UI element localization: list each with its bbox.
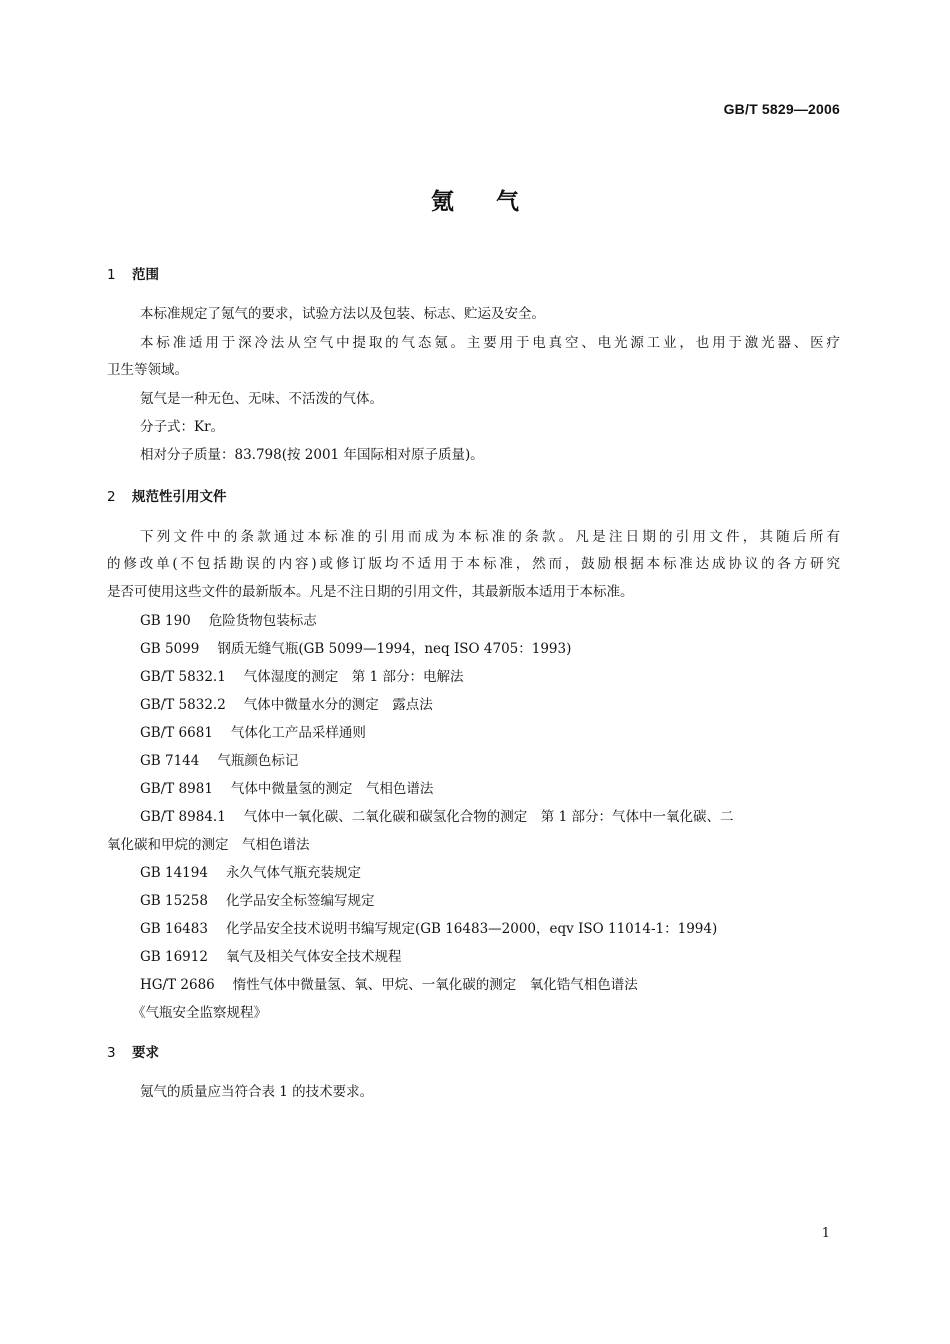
reference-item [140,609,317,629]
scope-paragraph-1: 本标准规定了氪气的要求，试验方法以及包装、标志、贮运及安全。 [140,306,545,322]
reference-title: 气体化工产品采样通则 [230,725,366,741]
title-char-2: 气 [496,189,519,215]
reference-item [140,861,361,881]
reference-item [140,889,374,909]
reference-title: 化学品安全技术说明书编写规定(GB 16483—2000，eqv ISO 11014-1：1994) [225,921,718,937]
reference-title: 惰性气体中微量氢、氧、甲烷、一氧化碳的测定 氧化锆气相色谱法 [232,977,638,993]
reference-item [140,693,433,713]
section-3-heading [107,1041,159,1061]
reference-code: GB 16912 [140,949,208,965]
section-number: 2 [107,489,116,505]
title-char-1: 氪 [431,189,454,215]
normative-intro-line-1: 下列文件中的条款通过本标准的引用而成为本标准的条款。凡是注日期的引用文件，其随后所有 [140,529,840,545]
reference-code: GB/T 5832.2 [140,697,226,713]
reference-code: GB/T 5832.1 [140,669,226,685]
section-title: 要求 [132,1045,159,1061]
reference-title: 气瓶颜色标记 [217,753,299,769]
section-1-heading [107,263,159,283]
section-number: 3 [107,1045,116,1061]
scope-paragraph-2-line-1: 本标准适用于深冷法从空气中提取的气态氪。主要用于电真空、电光源工业，也用于激光器、医疗 [140,335,840,351]
reference-item [140,637,571,657]
reference-item [140,805,733,825]
scope-paragraph-4: 分子式：Kr。 [140,419,225,435]
reference-title: 化学品安全标签编写规定 [225,893,375,909]
reference-item [140,721,366,741]
section-title: 规范性引用文件 [132,489,227,505]
reference-title: 气体湿度的测定 第 1 部分：电解法 [243,669,464,685]
normative-intro-line-2: 的修改单(不包括勘误的内容)或修订版均不适用于本标准，然而，鼓励根据本标准达成协议的各方研究 [107,556,840,572]
reference-item-continuation: 氧化碳和甲烷的测定 气相色谱法 [107,837,310,853]
reference-title: 气体中微量水分的测定 露点法 [243,697,433,713]
reference-code: GB/T 8984.1 [140,809,226,825]
reference-code: GB 7144 [140,753,200,769]
reference-code: GB 5099 [140,641,200,657]
reference-code: GB/T 6681 [140,725,213,741]
reference-title: 气体中微量氢的测定 气相色谱法 [230,781,434,797]
requirements-paragraph: 氪气的质量应当符合表 1 的技术要求。 [140,1084,374,1100]
reference-code: GB/T 8981 [140,781,213,797]
scope-paragraph-5: 相对分子质量：83.798(按 2001 年国际相对原子质量)。 [140,447,484,463]
reference-title: 氧气及相关气体安全技术规程 [225,949,402,965]
standard-number: GB/T 5829—2006 [723,101,840,117]
section-number: 1 [107,267,116,283]
reference-code: GB 14194 [140,865,208,881]
scope-paragraph-2-line-2: 卫生等领域。 [107,362,188,378]
reference-item [140,665,463,685]
document-title [0,183,950,216]
reference-code: HG/T 2686 [140,977,215,993]
reference-item [140,749,298,769]
reference-title: 钢质无缝气瓶(GB 5099—1994，neq ISO 4705：1993) [217,641,572,657]
normative-intro-line-3: 是否可使用这些文件的最新版本。凡是不注日期的引用文件，其最新版本适用于本标准。 [107,584,634,600]
reference-code: GB 15258 [140,893,208,909]
scope-paragraph-3: 氪气是一种无色、无味、不活泼的气体。 [140,391,383,407]
reference-item [140,973,638,993]
reference-title: 气体中一氧化碳、二氧化碳和碳氢化合物的测定 第 1 部分：气体中一氧化碳、二 [243,809,734,825]
reference-item [140,945,401,965]
reference-item [140,917,717,937]
reference-code: GB 16483 [140,921,208,937]
reference-code: GB 190 [140,613,191,629]
reference-title: 永久气体气瓶充装规定 [225,865,361,881]
section-2-heading [107,485,227,505]
reference-title: 危险货物包装标志 [208,613,317,629]
page-number: 1 [821,1226,830,1241]
section-title: 范围 [132,267,159,283]
regulation-reference: 《气瓶安全监察规程》 [132,1005,267,1021]
reference-item [140,777,433,797]
